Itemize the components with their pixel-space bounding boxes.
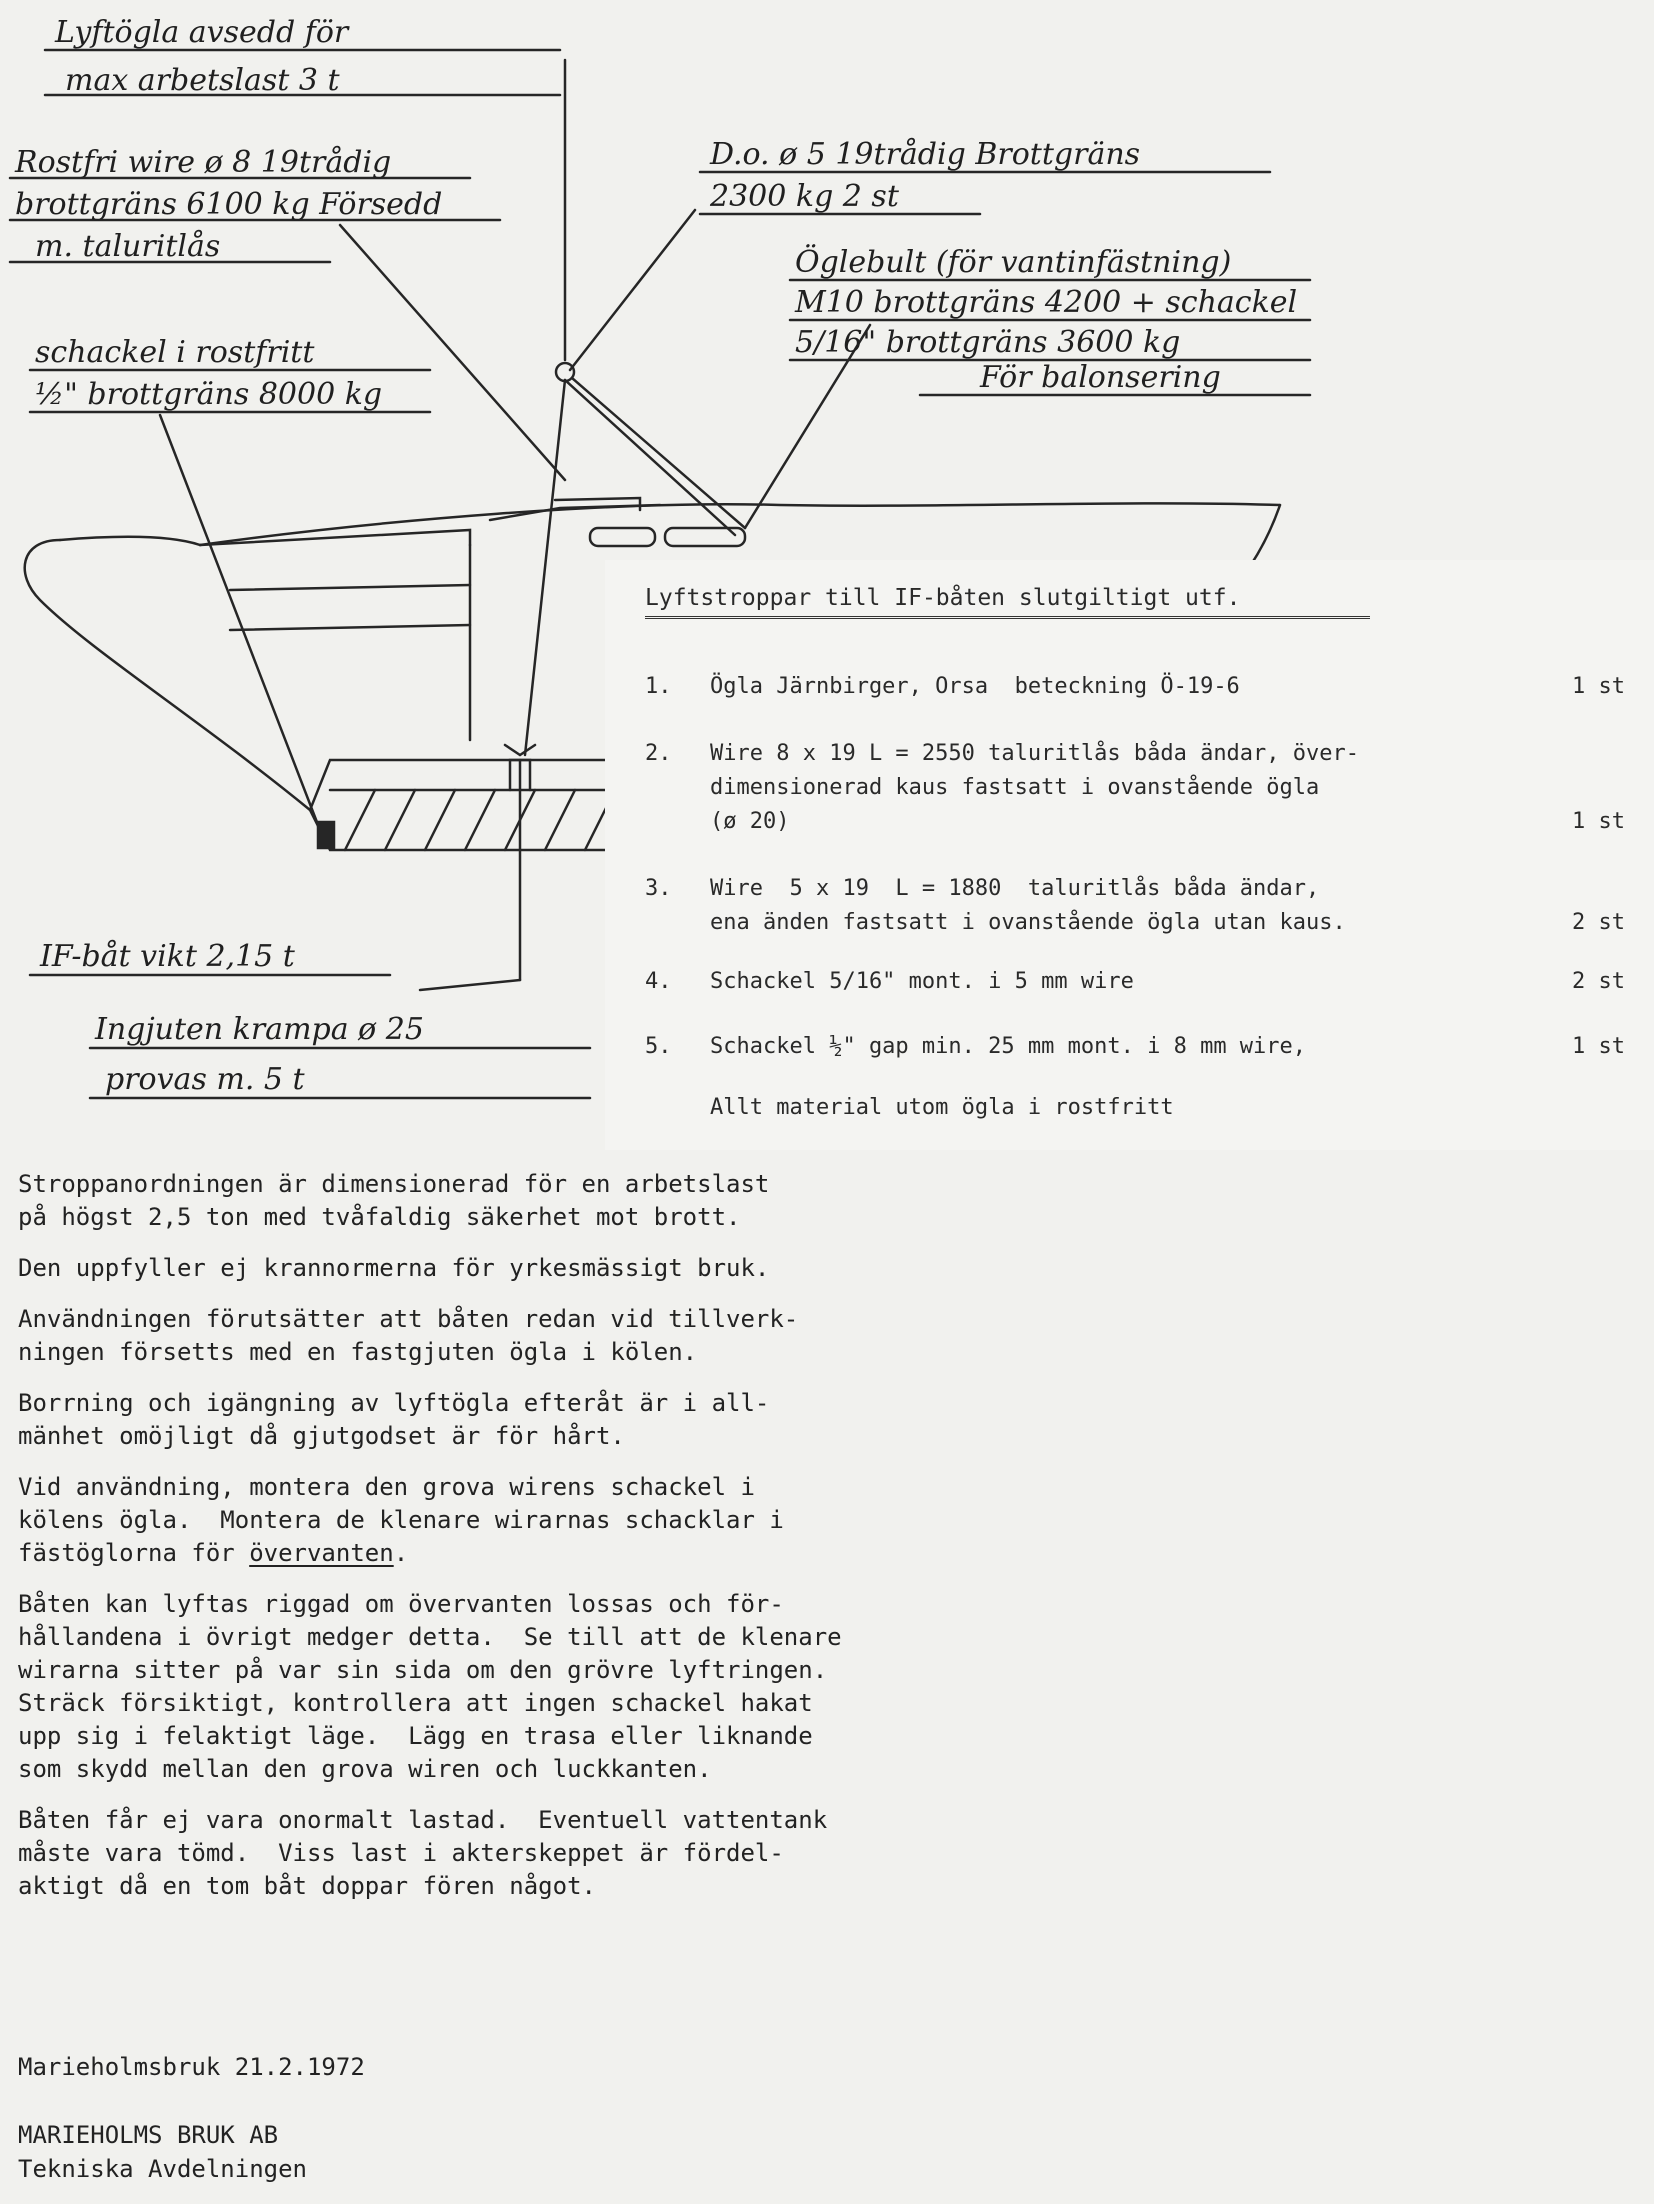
paragraph — [18, 1168, 1248, 1234]
paragraph — [18, 1303, 1248, 1369]
text-line: Borrning och igängning av lyftögla efteråt är i all- — [18, 1389, 770, 1417]
label-line: 2300 kg 2 st — [710, 179, 899, 214]
label-line: provas m. 5 t — [105, 1062, 305, 1097]
text-line: Vid användning, montera den grova wirens schackel i — [18, 1473, 755, 1501]
company-name: MARIEHOLMS BRUK AB — [18, 2121, 279, 2149]
text-line: Båten kan lyftas riggad om övervanten lossas och för- — [18, 1590, 784, 1618]
text-line: Den uppfyller ej krannormerna för yrkesmässigt bruk. — [18, 1254, 770, 1282]
paragraph — [18, 1804, 1248, 1903]
list-item — [645, 872, 1625, 940]
underlined-word: övervanten — [249, 1539, 394, 1567]
label-line: ½" brottgräns 8000 kg — [35, 377, 383, 412]
text-line: som skydd mellan den grova wiren och luckkanten. — [18, 1755, 712, 1783]
label-line: Ingjuten krampa ø 25 — [95, 1012, 424, 1047]
list-item — [645, 965, 1625, 999]
list-item — [645, 670, 1625, 704]
list-item — [645, 1030, 1625, 1064]
material-note: Allt material utom ögla i rostfritt — [710, 1095, 1174, 1120]
label-line: Lyftögla avsedd för — [55, 15, 349, 50]
label-line: Öglebult (för vantinfästning) — [795, 245, 1232, 280]
label-line: brottgräns 6100 kg Försedd — [15, 187, 443, 222]
paragraph — [18, 1252, 1248, 1285]
text-line: kölens ögla. Montera de klenare wirarnas schacklar i — [18, 1506, 784, 1534]
text-line: aktigt då en tom båt doppar fören något. — [18, 1872, 596, 1900]
item-text: Schackel 5/16" mont. i 5 mm wire — [710, 969, 1134, 994]
label-line: Rostfri wire ø 8 19trådig — [15, 145, 392, 180]
department-name: Tekniska Avdelningen — [18, 2155, 307, 2183]
heading-double-rule — [645, 616, 1370, 619]
parts-list-panel — [605, 560, 1654, 1150]
text-line: Sträck försiktigt, kontrollera att ingen schackel hakat — [18, 1689, 813, 1717]
spacer — [18, 2084, 365, 2118]
paragraph — [18, 1387, 1248, 1453]
label-line: max arbetslast 3 t — [65, 63, 340, 98]
item-quantity: 1 st — [1572, 1034, 1625, 1059]
parts-list-heading: Lyftstroppar till IF-båten slutgiltigt utf. — [645, 585, 1241, 611]
item-number: 4. — [645, 969, 672, 994]
text-line: mänhet omöjligt då gjutgodset är för hårt. — [18, 1422, 625, 1450]
label-line: m. taluritlås — [35, 229, 221, 264]
text-line: hållandena i övrigt medger detta. Se till att de klenare — [18, 1623, 842, 1651]
item-text: dimensionerad kaus fastsatt i ovanstående ögla — [710, 775, 1320, 800]
item-quantity: 1 st — [1572, 674, 1625, 699]
label-line: 5/16" brottgräns 3600 kg — [795, 325, 1181, 360]
item-text: Wire 5 x 19 L = 1880 taluritlås båda ändar, — [710, 876, 1320, 901]
text-run: . — [393, 1539, 409, 1567]
signature-block — [18, 2050, 365, 2186]
text-line: wirarna sitter på var sin sida om den grövre lyftringen. — [18, 1656, 828, 1684]
text-line: upp sig i felaktigt läge. Lägg en trasa eller liknande — [18, 1722, 813, 1750]
text-line: Stroppanordningen är dimensionerad för en arbetslast — [18, 1170, 770, 1198]
text-line: Användningen förutsätter att båten redan vid tillverk- — [18, 1305, 799, 1333]
label-line: schackel i rostfritt — [35, 335, 315, 370]
label-line: IF-båt vikt 2,15 t — [40, 939, 295, 974]
item-number: 2. — [645, 741, 672, 766]
text-run: fästöglorna för — [18, 1539, 250, 1567]
item-number: 3. — [645, 876, 672, 901]
instructions-body — [18, 1168, 1248, 1921]
text-line: Båten får ej vara onormalt lastad. Eventuell vattentank — [18, 1806, 828, 1834]
item-text: (ø 20) — [710, 809, 790, 834]
label-line: D.o. ø 5 19trådig Brottgräns — [710, 137, 1141, 172]
text-line: på högst 2,5 ton med tvåfaldig säkerhet mot brott. — [18, 1203, 741, 1231]
item-number: 1. — [645, 674, 672, 699]
list-item — [645, 737, 1625, 839]
item-number: 5. — [645, 1034, 672, 1059]
text-line: ningen försetts med en fastgjuten ögla i kölen. — [18, 1338, 698, 1366]
paragraph — [18, 1471, 1248, 1570]
paragraph — [18, 1588, 1248, 1786]
text-line — [18, 1537, 1248, 1570]
item-quantity: 2 st — [1572, 910, 1625, 935]
item-quantity: 1 st — [1572, 809, 1625, 834]
item-text: Ögla Järnbirger, Orsa beteckning Ö-19-6 — [710, 674, 1240, 699]
label-line: M10 brottgräns 4200 + schackel — [795, 285, 1298, 320]
label-line: För balonsering — [980, 360, 1221, 395]
item-text: Wire 8 x 19 L = 2550 taluritlås båda ändar, över- — [710, 741, 1360, 766]
item-text: Schackel ½" gap min. 25 mm mont. i 8 mm wire, — [710, 1034, 1307, 1059]
item-text: ena änden fastsatt i ovanstående ögla utan kaus. — [710, 910, 1346, 935]
item-quantity: 2 st — [1572, 969, 1625, 994]
place-date: Marieholmsbruk 21.2.1972 — [18, 2053, 365, 2081]
text-line: måste vara tömd. Viss last i akterskeppet är fördel- — [18, 1839, 784, 1867]
